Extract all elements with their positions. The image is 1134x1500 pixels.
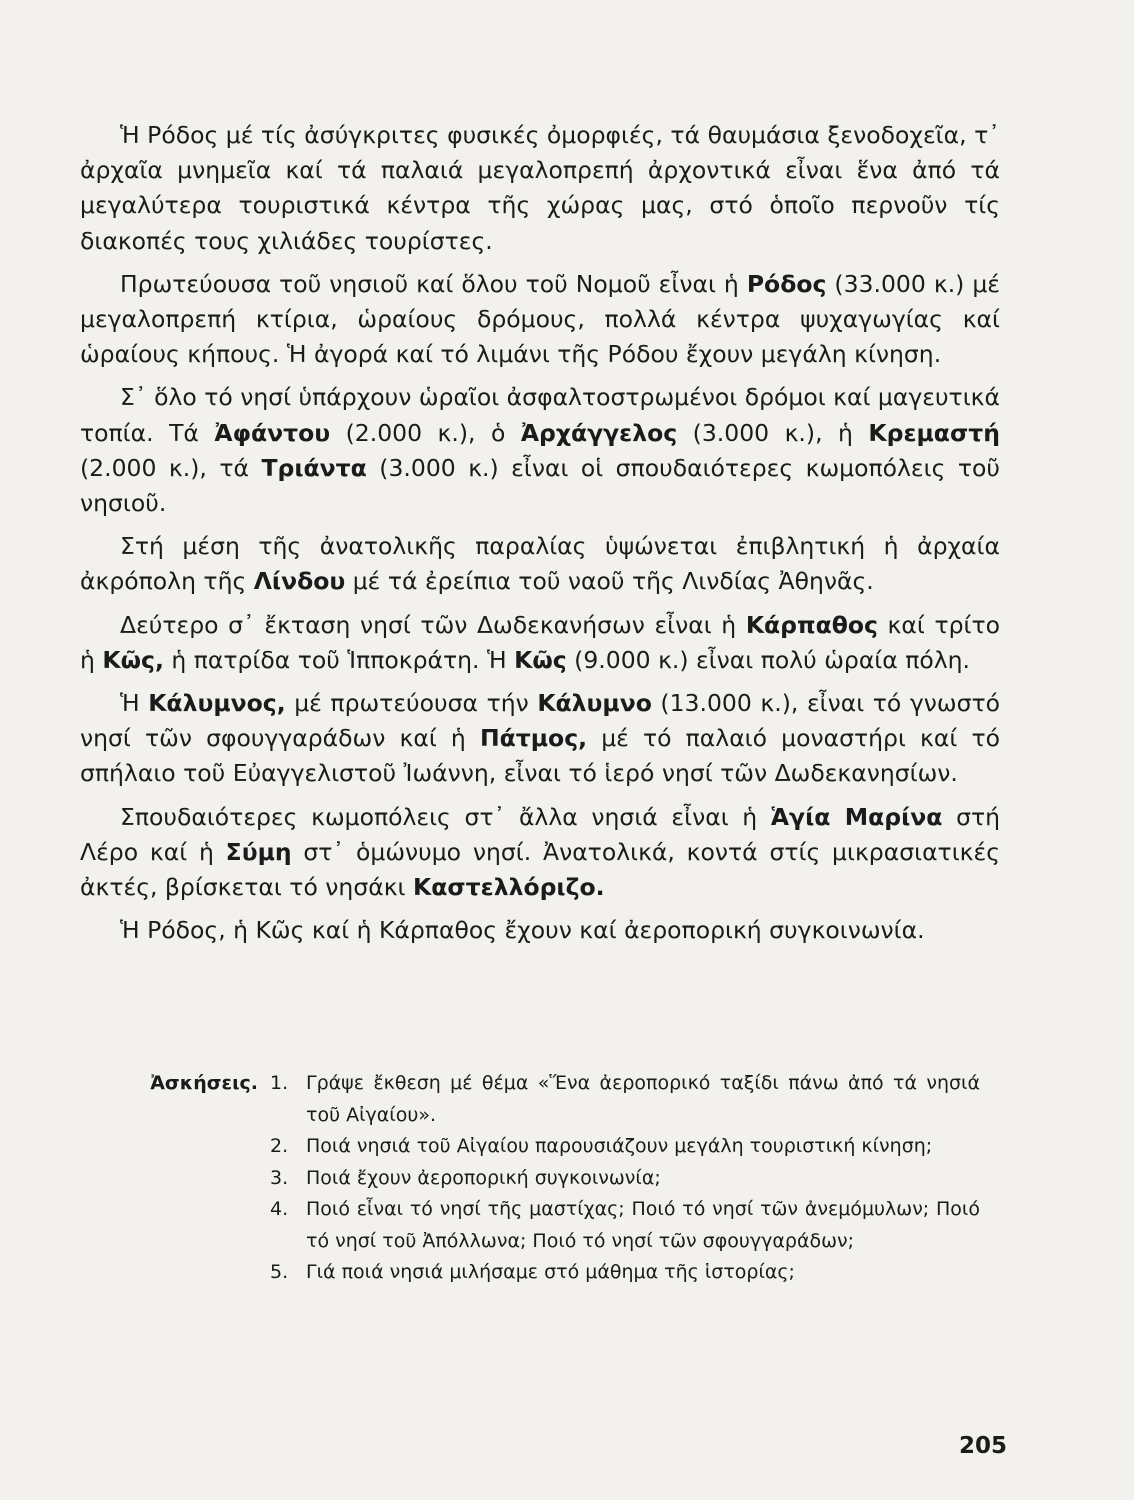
place-name: Καστελλόριζο.	[412, 873, 605, 902]
exercise-text: Ποιά ἔχουν ἀεροπορική συγκοινωνία;	[306, 1166, 661, 1189]
paragraph-rhodes-towns: Σ᾽ ὅλο τό νησί ὑπάρχουν ὡραῖοι ἀσφαλτοστρωμένοι δρόμοι καί μαγευτικά τοπία. Τά Ἀφάντου (2.000 κ.), ὁ Ἀρχάγγελος (3.000 κ.), ἡ Κρεμαστή (2.000 κ.), τά Τριάντα (3.000 κ.) εἶναι οἱ σπουδαιότερες κωμοπόλεις τοῦ νησιοῦ.	[80, 383, 1000, 518]
place-name: Σύμη	[225, 837, 292, 866]
place-name: Κῶς	[514, 645, 567, 674]
main-text	[80, 118, 1000, 956]
place-name: Τριάντα	[261, 453, 367, 482]
exercise-number: 3.	[270, 1166, 289, 1189]
place-name: Ἀρχάγγελος	[520, 418, 678, 447]
exercise-item	[120, 1194, 980, 1257]
paragraph-lindos: Στή μέση τῆς ἀνατολικῆς παραλίας ὑψώνεται ἐπιβλητική ἡ ἀρχαία ἀκρόπολη τῆς Λίνδου μέ τά ἐρείπια τοῦ ναοῦ τῆς Λινδίας Ἀθηνᾶς.	[80, 532, 1000, 596]
paragraph-other-towns: Σπουδαιότερες κωμοπόλεις στ᾽ ἄλλα νησιά εἶναι ἡ Ἁγία Μαρίνα στή Λέρο καί ἡ Σύμη στ᾽ ὁμώνυμο νησί. Ἀνατολικά, κοντά στίς μικρασιατικές ἀκτές, βρίσκεται τό νησάκι Καστελλόριζο.	[80, 802, 1001, 902]
exercise-item	[120, 1257, 980, 1289]
place-name: Κρεμαστή	[868, 418, 1000, 447]
exercise-number: 1.	[270, 1072, 289, 1094]
exercise-item	[120, 1068, 980, 1131]
place-name: Κάλυμνος,	[148, 689, 286, 718]
exercise-number: 4.	[270, 1198, 289, 1220]
exercise-text: Ποιά νησιά τοῦ Αἰγαίου παρουσιάζουν μεγάλη τουριστική κίνηση;	[306, 1135, 933, 1157]
place-name: Κάλυμνο	[537, 689, 652, 718]
place-name: Πάτμος,	[479, 724, 588, 753]
exercise-text: Ποιό εἶναι τό νησί τῆς μαστίχας; Ποιό τό νησί τῶν ἀνεμόμυλων; Ποιό τό νησί τοῦ Ἀπόλλωνα; Ποιό τό νησί τῶν σφουγγαράδων;	[306, 1198, 980, 1252]
exercise-text: Γιά ποιά νησιά μιλήσαμε στό μάθημα τῆς ἱστορίας;	[306, 1261, 795, 1283]
place-name: Ἀφάντου	[214, 418, 331, 447]
place-name: Κάρπαθος	[745, 610, 878, 639]
paragraph-karpathos-kos: Δεύτερο σ᾽ ἔκταση νησί τῶν Δωδεκανήσων εἶναι ἡ Κάρπαθος καί τρίτο ἡ Κῶς, ἡ πατρίδα τοῦ Ἱπποκράτη. Ἡ Κῶς (9.000 κ.) εἶναι πολύ ὡραία πόλη.	[80, 610, 1000, 674]
page-number: 205	[959, 1433, 1008, 1459]
paragraph-kalymnos-patmos: Ἡ Κάλυμνος, μέ πρωτεύουσα τήν Κάλυμνο (13.000 κ.), εἶναι τό γνωστό νησί τῶν σφουγγαράδων καί ἡ Πάτμος, μέ τό παλαιό μοναστήρι καί τό σπήλαιο τοῦ Εὐαγγελιστοῦ Ἰωάννη, εἶναι τό ἱερό νησί τῶν Δωδεκανησίων.	[80, 689, 1000, 788]
place-name: Κῶς,	[102, 645, 164, 674]
place-name: Ρόδος	[746, 269, 827, 298]
place-name: Λίνδου	[253, 567, 346, 596]
exercise-number: 2.	[270, 1135, 289, 1157]
exercises-section	[120, 1068, 980, 1289]
exercise-item	[120, 1163, 980, 1195]
paragraph-air-transport: Ἡ Ρόδος, ἡ Κῶς καί ἡ Κάρπαθος ἔχουν καί ἀεροπορική συγκοινωνία.	[120, 916, 925, 945]
exercise-text: Γράψε ἔκθεση μέ θέμα «Ἕνα ἀεροπορικό ταξίδι πάνω ἀπό τά νησιά τοῦ Αἰγαίου».	[306, 1072, 980, 1126]
paragraph-rhodes-capital: Πρωτεύουσα τοῦ νησιοῦ καί ὅλου τοῦ Νομοῦ εἶναι ἡ Ρόδος (33.000 κ.) μέ μεγαλοπρεπή κτίρια, ὡραίους δρόμους, πολλά κέντρα ψυχαγωγίας καί ὡραίους κήπους. Ἡ ἀγορά καί τό λιμάνι τῆς Ρόδου ἔχουν μεγάλη κίνηση.	[80, 269, 1000, 369]
exercise-item	[120, 1131, 980, 1163]
exercises-heading: Ἀσκήσεις.	[150, 1072, 258, 1094]
paragraph-rhodes-intro: Ἡ Ρόδος μέ τίς ἀσύγκριτες φυσικές ὀμορφιές, τά θαυμάσια ξενοδοχεῖα, τ᾽ ἀρχαῖα μνημεῖα καί τά παλαιά μεγαλοπρεπή ἀρχοντικά εἶναι ἕνα ἀπό τά μεγαλύτερα τουριστικά κέντρα τῆς χώρας μας, στό ὁποῖο περνοῦν τίς διακοπές τους χιλιάδες τουρίστες.	[80, 121, 1000, 255]
place-name: Ἁγία Μαρίνα	[770, 802, 943, 831]
exercise-number: 5.	[270, 1261, 289, 1283]
